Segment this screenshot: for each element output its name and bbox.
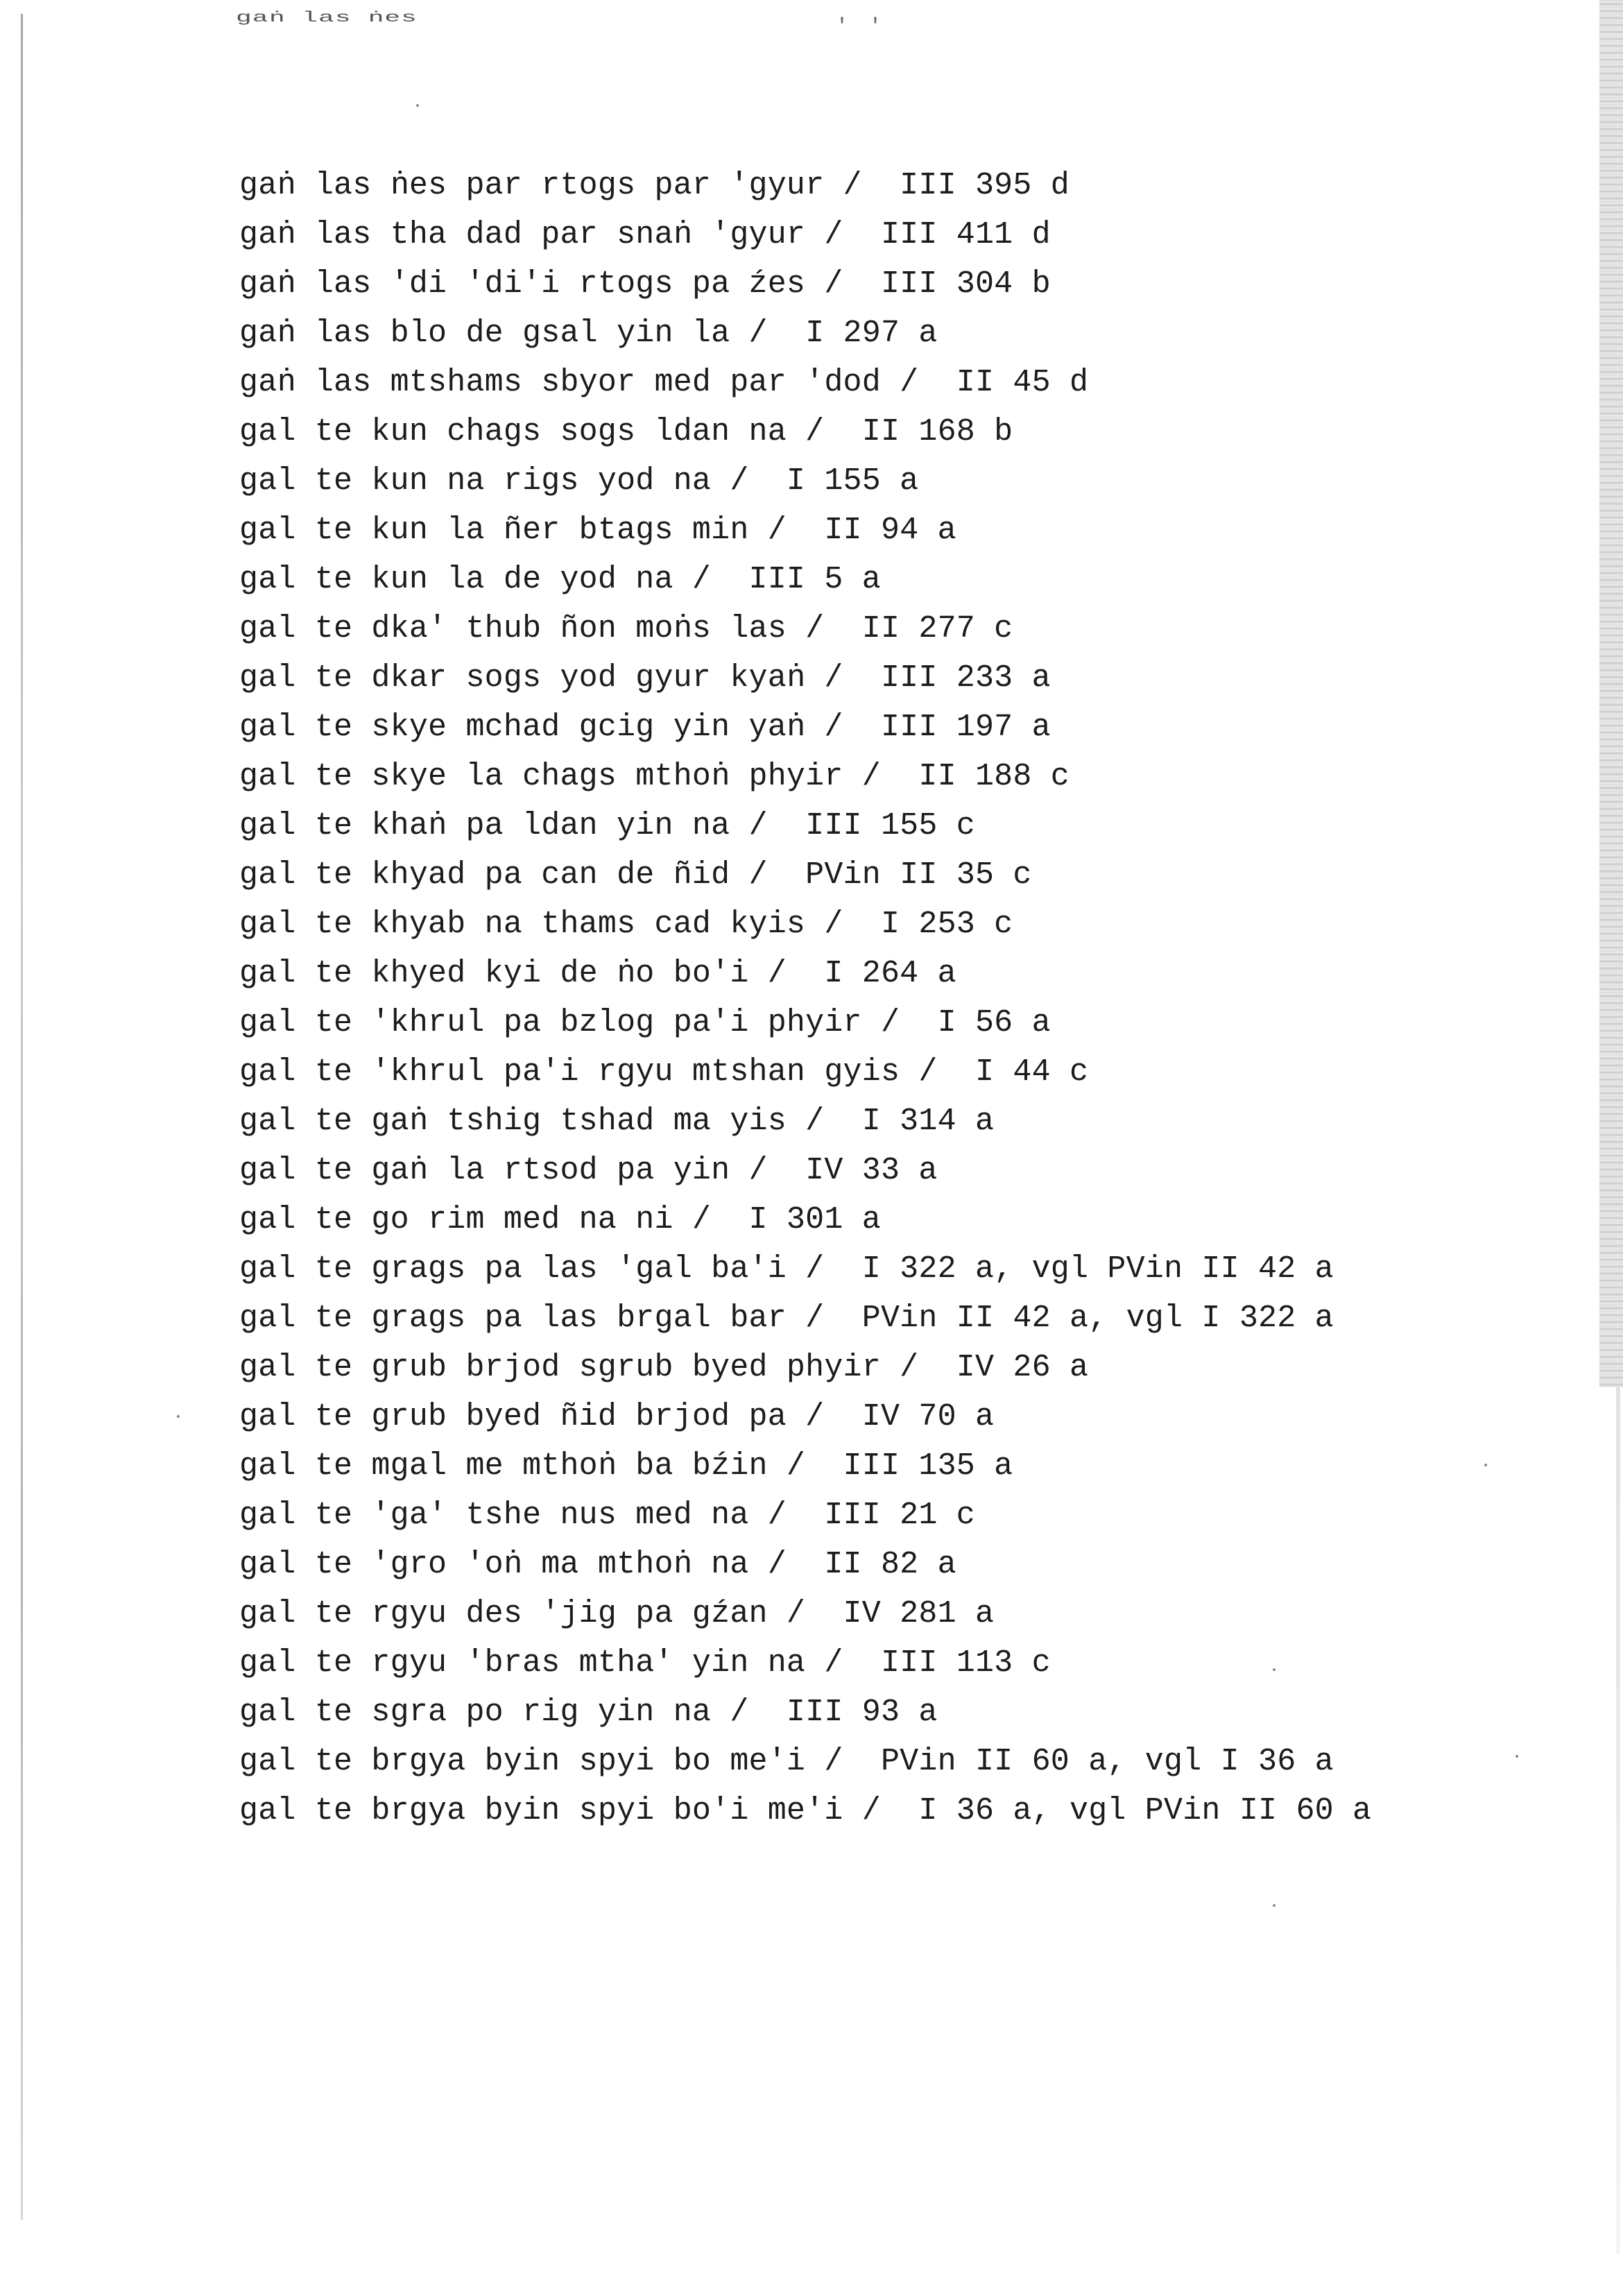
entry-line: gaṅ las mtshams sbyor med par 'dod / II 45 d	[239, 365, 1089, 400]
entry-line: gal te rgyu 'bras mtha' yin na / III 113 c	[239, 1645, 1051, 1681]
entry-line: gal te 'khrul pa'i rgyu mtshan gyis / I 44 c	[239, 1054, 1089, 1090]
entry-line: gal te 'khrul pa bzlog pa'i phyir / I 56 a	[239, 1005, 1051, 1040]
scan-speck	[1515, 1755, 1518, 1758]
entry-line: gal te sgra po rig yin na / III 93 a	[239, 1695, 938, 1730]
entry-line: gal te skye mchad gcig yin yaṅ / III 197 a	[239, 710, 1051, 745]
entry-line: gal te skye la chags mthoṅ phyir / II 188 c	[239, 759, 1070, 794]
scan-right-edge	[1599, 0, 1623, 1387]
entry-line: gal te gaṅ la rtsod pa yin / IV 33 a	[239, 1153, 938, 1188]
entry-line: gal te grags pa las brgal bar / PVin II 42 a, vgl I 322 a	[239, 1301, 1334, 1336]
entry-line: gal te 'ga' tshe nus med na / III 21 c	[239, 1498, 975, 1533]
entry-line: gal te grub byed ñid brjod pa / IV 70 a	[239, 1399, 995, 1434]
entry-line: gal te dka' thub ñon moṅs las / II 277 c	[239, 611, 1013, 646]
entry-line: gal te 'gro 'oṅ ma mthoṅ na / II 82 a	[239, 1547, 956, 1582]
running-head: gaṅ las ṅes	[236, 10, 418, 26]
entry-line: gal te kun na rigs yod na / I 155 a	[239, 463, 919, 499]
scan-speck	[416, 104, 419, 107]
entry-line: gaṅ las blo de gsal yin la / I 297 a	[239, 316, 938, 351]
entry-line: gal te brgya byin spyi bo me'i / PVin II 60 a, vgl I 36 a	[239, 1744, 1334, 1779]
entry-line: gal te dkar sogs yod gyur kyaṅ / III 233 a	[239, 660, 1051, 696]
entry-line: gal te khyed kyi de ṅo bo'i / I 264 a	[239, 956, 956, 991]
scan-speck	[1273, 1904, 1276, 1907]
entry-line: gal te gaṅ tshig tshad ma yis / I 314 a	[239, 1104, 995, 1139]
running-head-mark: ' '	[836, 15, 886, 39]
scan-speck	[1484, 1464, 1487, 1466]
entry-line: gaṅ las 'di 'di'i rtogs pa źes / III 304 b	[239, 266, 1051, 302]
scan-left-rule	[21, 14, 23, 2220]
entry-line: gal te brgya byin spyi bo'i me'i / I 36 a, vgl PVin II 60 a	[239, 1793, 1372, 1828]
entry-line: gal te grub brjod sgrub byed phyir / IV 26 a	[239, 1350, 1089, 1385]
entry-line: gal te mgal me mthoṅ ba bźin / III 135 a	[239, 1448, 1013, 1484]
scan-right-edge-lower	[1616, 1387, 1620, 2254]
entry-line: gal te grags pa las 'gal ba'i / I 322 a, vgl PVin II 42 a	[239, 1251, 1334, 1287]
entry-line: gaṅ las ṅes par rtogs par 'gyur / III 395 d	[239, 168, 1070, 203]
scan-speck	[1273, 1668, 1276, 1671]
entry-line: gaṅ las tha dad par snaṅ 'gyur / III 411 d	[239, 217, 1051, 252]
entry-line: gal te kun la ñer btags min / II 94 a	[239, 513, 956, 548]
entry-line: gal te go rim med na ni / I 301 a	[239, 1202, 881, 1237]
entry-line: gal te kun la de yod na / III 5 a	[239, 562, 881, 597]
entry-line: gal te kun chags sogs ldan na / II 168 b	[239, 414, 1013, 449]
entry-line: gal te khyab na thams cad kyis / I 253 c	[239, 907, 1013, 942]
entry-list	[239, 161, 1371, 1835]
entry-line: gal te rgyu des 'jig pa gźan / IV 281 a	[239, 1596, 995, 1631]
entry-line: gal te khyad pa can de ñid / PVin II 35 c	[239, 857, 1032, 893]
entry-line: gal te khaṅ pa ldan yin na / III 155 c	[239, 808, 975, 843]
scan-speck	[177, 1415, 180, 1418]
